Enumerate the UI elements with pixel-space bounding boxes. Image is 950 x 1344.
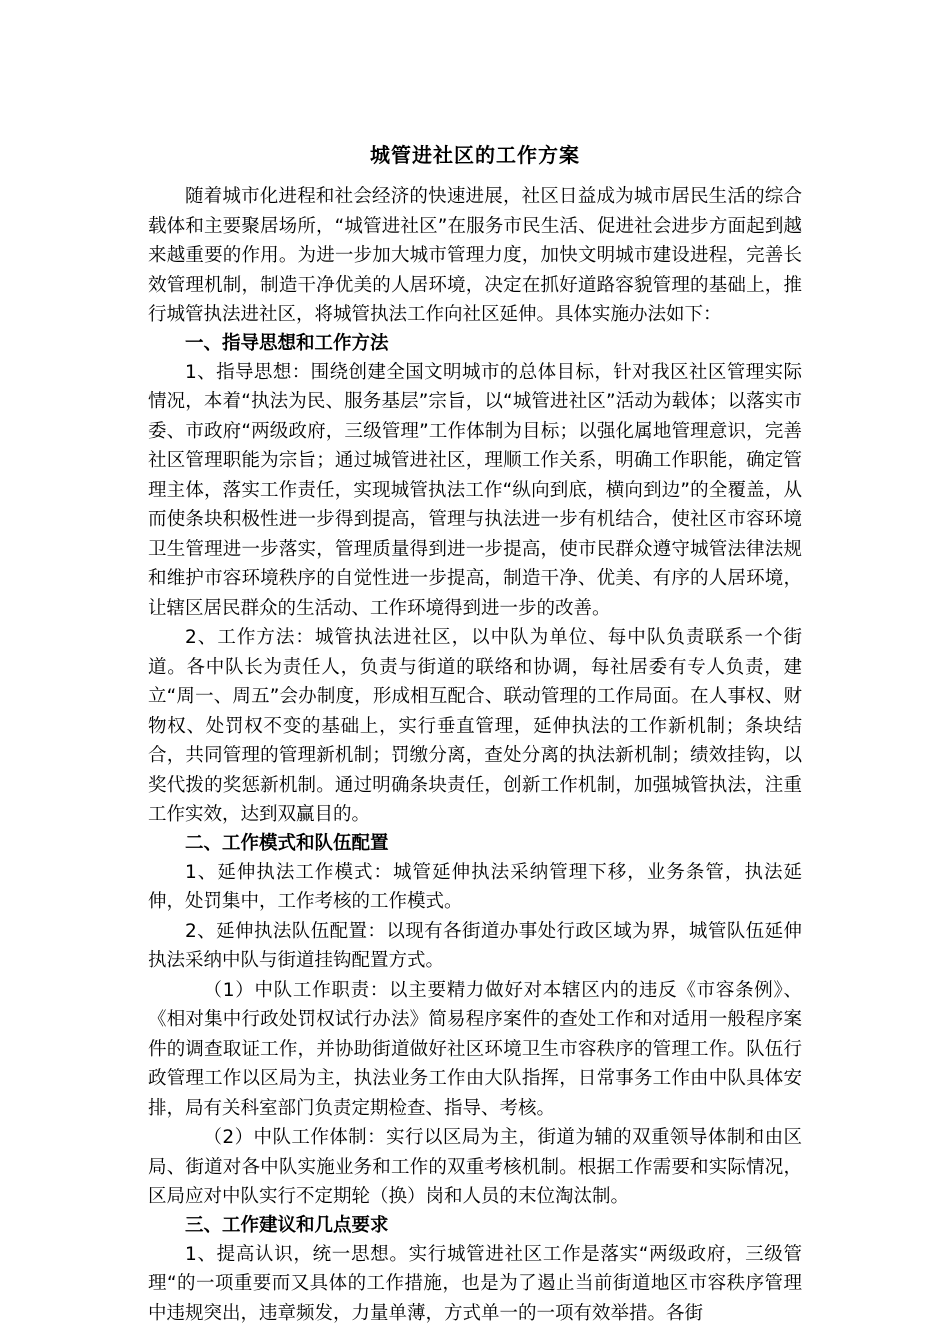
section-3-heading: 三、工作建议和几点要求 [185,1214,389,1236]
document-title: 城管进社区的工作方案 [370,143,580,167]
intro-paragraph: 随着城市化进程和社会经济的快速进展，社区日益成为城市居民生活的综合载体和主要聚居场所，“城管进社区”在服务市民生活、促进社会进步方面起到越来越重要的作用。为进一步加大城市管理力度，加快文明城市建设进程，完善长效管理机制，制造干净优美的人居环境，决定在抓好道路容貌管理的基础上，推行城管执法进社区，将城管执法工作向社区延伸。具体实施办法如下： [148,186,802,325]
section-2-paragraph-2: 2、延伸执法队伍配置：以现有各街道办事处行政区域为界，城管队伍延伸执法采纳中队与街道挂钩配置方式。 [148,920,802,971]
section-2-heading: 二、工作模式和队伍配置 [185,832,389,854]
section-1-paragraph-1: 1、指导思想：围绕创建全国文明城市的总体目标，针对我区社区管理实际情况，本着“执法为民、服务基层”宗旨，以“城管进社区”活动为载体；以落实市委、市政府“两级政府，三级管理”工作体制为目标；以强化属地管理意识，完善社区管理职能为宗旨；通过城管进社区，理顺工作关系，明确工作职能，确定管理主体，落实工作责任，实现城管执法工作“纵向到底，横向到边”的全覆盖，从而使条块积极性进一步得到提高，管理与执法进一步有机结合，使社区市容环境卫生管理进一步落实，管理质量得到进一步提高，使市民群众遵守城管法律法规和维护市容环境秩序的自觉性进一步提高，制造干净、优美、有序的人居环境，让辖区居民群众的生活动、工作环境得到进一步的改善。 [148,361,802,619]
section-2-paragraph-1: 1、延伸执法工作模式：城管延伸执法采纳管理下移，业务条管，执法延伸，处罚集中，工作考核的工作模式。 [148,861,802,912]
section-1-paragraph-2: 2、工作方法：城管执法进社区，以中队为单位、每中队负责联系一个街道。各中队长为责任人，负责与街道的联络和协调，每社居委有专人负责，建立“周一、周五”会办制度，形成相互配合、联动管理的工作局面。在人事权、财物权、处罚权不变的基础上，实行垂直管理，延伸执法的工作新机制；条块结合，共同管理的管理新机制；罚缴分离，查处分离的执法新机制；绩效挂钩，以奖代拨的奖惩新机制。通过明确条块责任，创新工作机制，加强城管执法，注重工作实效，达到双赢目的。 [148,627,802,825]
section-2-paragraph-4: （2）中队工作体制：实行以区局为主，街道为辅的双重领导体制和由区局、街道对各中队实施业务和工作的双重考核机制。根据工作需要和实际情况，区局应对中队实行不定期轮（换）岗和人员的末位淘汰制。 [148,1127,802,1207]
section-2-paragraph-3: （1）中队工作职责：以主要精力做好对本辖区内的违反《市容条例》、《相对集中行政处罚权试行办法》简易程序案件的查处工作和对适用一般程序案件的调查取证工作，并协助街道做好社区环境卫生市容秩序的管理工作。队伍行政管理工作以区局为主，执法业务工作由大队指挥，日常事务工作由中队具体安排，局有关科室部门负责定期检查、指导、考核。 [148,979,802,1119]
section-1-heading: 一、指导思想和工作方法 [185,332,389,354]
section-3-paragraph-1: 1、提高认识，统一思想。实行城管进社区工作是落实“两级政府，三级管理“的一项重要而又具体的工作措施，也是为了遏止当前街道地区市容秩序管理中违规突出，违章频发，力量单薄，方式单一的一项有效举措。各街 [148,1243,802,1324]
